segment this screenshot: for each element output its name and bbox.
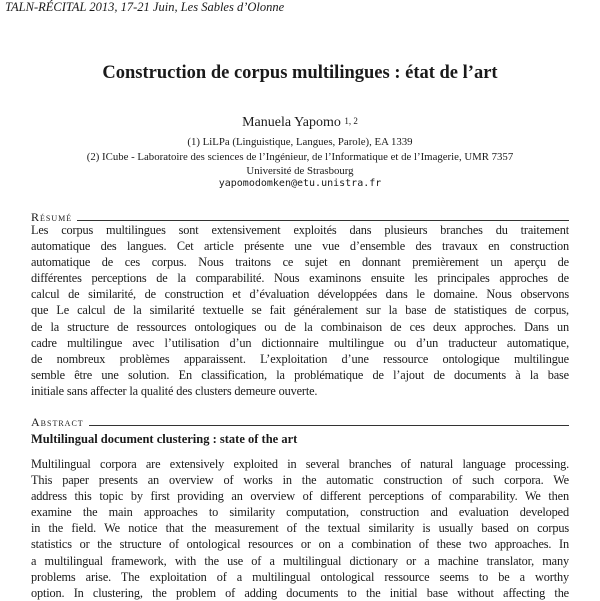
resume-heading-rule [77, 220, 569, 221]
abstract-line: Multilingual corpora are extensively exploited in several branches of natural language processing. [31, 457, 569, 471]
paper-title: Construction de corpus multilingues : état de l’art [102, 63, 498, 83]
resume-line: différentes perceptions de la comparabilité. Nous examinons ensuite les principales approches de [31, 271, 569, 286]
resume-heading-label: Résumé [31, 210, 73, 224]
abstract-line: statistics or the structure of ontological resources or on a combination of these two approaches. In [31, 537, 569, 552]
abstract-heading-label: Abstract [31, 415, 84, 429]
abstract-line: This paper presents an overview of works in the automatic construction of such corpora. We [31, 473, 569, 488]
resume-line: calcul de similarité, de construction et d’évaluation développées dans le domaine. Nous observons [31, 287, 569, 302]
author-name: Manuela Yapomo [242, 115, 341, 130]
conference-header: TALN-RÉCITAL 2013, 17-21 Juin, Les Sables d’Olonne [5, 0, 285, 14]
author-line [0, 115, 600, 131]
resume-line: de nombreux problèmes apparaissent. L’exploitation d’une ressource ontologique multilingue [31, 351, 569, 366]
abstract-heading-rule [89, 425, 569, 426]
resume-line: de la structure de ressources ontologiques ou de la combinaison de ces deux approches. Dans un [31, 319, 569, 334]
abstract-line: option. In clustering, the problem of adding documents to the initial base without affecting the [31, 585, 569, 600]
abstract-line: a multilingual framework, with the use of a multilingual dictionary or a machine translator, many [31, 553, 569, 568]
resume-heading [31, 209, 569, 223]
affiliation-1: (1) LiLPa (Linguistique, Langues, Parole), EA 1339 [187, 136, 413, 148]
resume-line: Les corpus multilingues sont extensivement exploités dans plusieurs branches du traitement [31, 223, 569, 237]
author-affiliation-marks: 1, 2 [344, 116, 358, 126]
english-title: Multilingual document clustering : state of the art [31, 432, 298, 446]
abstract-body [31, 456, 569, 601]
affiliation-2: (2) ICube - Laboratoire des sciences de l’Ingénieur, de l’Informatique et de l’Imagerie, UMR 7357 [86, 151, 514, 163]
resume-body [31, 222, 569, 399]
resume-line: semble être une solution. En classification, la problématique de l’ajout de documents à la base [31, 367, 569, 382]
resume-line: automatique de ces corpus. Nous traitons ce sujet en donnant premièrement un aperçu de [31, 255, 569, 270]
abstract-line: examine the main approaches to similarity computation, construction and evaluation developed [31, 505, 569, 520]
resume-line: initiale sans affecter la qualité des clusters demeure ouverte. [31, 383, 318, 398]
resume-line: automatique des langues. Cet article présente une vue d’ensemble des travaux en construction [31, 239, 569, 254]
abstract-heading [31, 414, 569, 428]
abstract-line: address this topic by first providing an overview of different perceptions of comparability. We then [31, 489, 569, 504]
author-email: yapomodomken@etu.unistra.fr [218, 178, 382, 189]
resume-line: que Le calcul de la similarité textuelle se fait généralement sur la base de statistiques de corpus, [31, 303, 569, 318]
resume-line: cadre multilingue avec l’utilisation d’un dictionnaire multilingue ou d’un traducteur automatique, [31, 335, 569, 350]
abstract-line: problems arise. The exploitation of a multilingual ontological ressource seems to be a worthy [31, 569, 569, 584]
affiliation-university: Université de Strasbourg [246, 165, 354, 177]
abstract-line: in the field. We notice that the measurement of the textual similarity is usually based on corpus [31, 521, 569, 536]
